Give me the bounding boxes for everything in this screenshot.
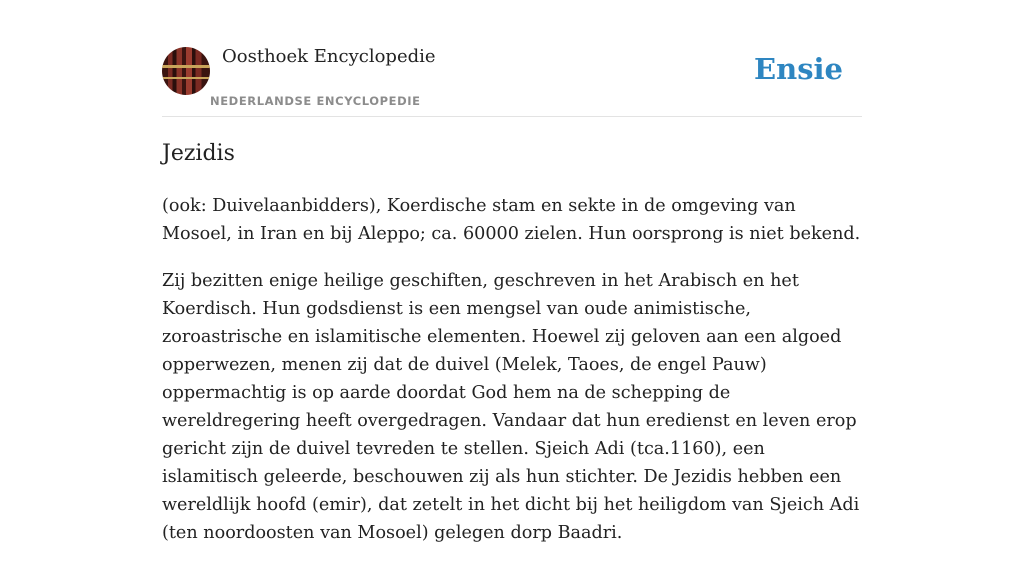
source-tagline: NEDERLANDSE ENCYCLOPEDIE <box>210 94 421 108</box>
article-paragraph: (ook: Duivelaanbidders), Koerdische stam en sekte in de omgeving van Mosoel, in Iran en bij Aleppo; ca. 60000 zielen. Hun oorsprong is niet bekend. <box>162 196 861 244</box>
article-body <box>162 192 862 566</box>
page-container <box>162 0 862 543</box>
article-paragraph: Zij bezitten enige heilige geschiften, geschreven in het Arabisch en het Koerdisch. Hun godsdienst is een mengsel van oude animistische, zoroastrische en islamitische elementen. Hoewel zij geloven aan een algoed opperwezen, menen zij dat de duivel (Melek, Taoes, de engel Pauw) oppermachtig is op aarde doordat God hem na de schepping de wereldregering heeft overgedragen. Vandaar dat hun eredienst en leven erop gericht zijn de duivel tevreden te stellen. Sjeich Adi (tca.1160), een islamitisch geleerde, beschouwen zij als hun stichter. De Jezidis hebben een wereldlijk hoofd (emir), dat zetelt in het dicht bij het heiligdom van Sjeich Adi (ten noordoosten van Mosoel) gelegen dorp Baadri. <box>162 271 860 543</box>
ensie-logo-link[interactable]: Ensie <box>754 52 843 86</box>
encyclopedia-books-avatar[interactable] <box>162 47 210 95</box>
article-title: Jezidis <box>162 141 235 166</box>
avatar-decoration <box>162 77 210 79</box>
site-header <box>162 0 862 117</box>
avatar-decoration <box>162 65 210 68</box>
source-name-link[interactable]: Oosthoek Encyclopedie <box>222 46 436 67</box>
